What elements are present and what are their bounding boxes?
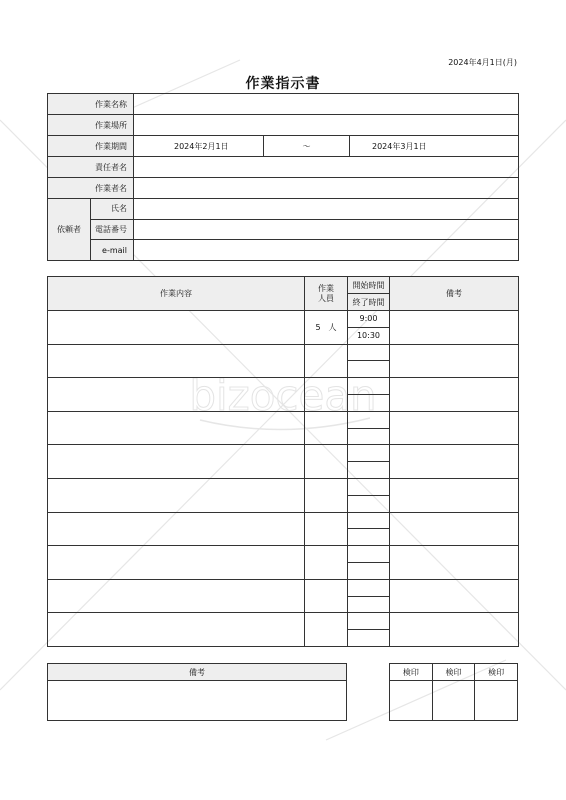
stamps-table — [389, 663, 518, 721]
work-staff-cell[interactable] — [305, 344, 348, 378]
table-row — [48, 546, 519, 563]
work-staff-cell[interactable] — [305, 512, 348, 546]
table-row — [48, 613, 519, 630]
document-title: 作業指示書 — [245, 76, 321, 92]
requester-label: 依頼者 — [48, 199, 91, 261]
requester-email-field[interactable] — [134, 240, 519, 261]
work-period-label: 作業期間 — [48, 136, 134, 157]
work-remarks-cell[interactable] — [390, 311, 519, 345]
work-table — [47, 276, 519, 647]
col-staff-header: 作業 人員 — [305, 277, 348, 311]
col-remarks-header: 備考 — [390, 277, 519, 311]
work-remarks-cell[interactable] — [390, 344, 519, 378]
work-content-cell[interactable] — [48, 579, 305, 613]
col-content-header: 作業内容 — [48, 277, 305, 311]
period-end-field[interactable]: 2024年3月1日 — [350, 136, 519, 157]
table-row — [48, 445, 519, 462]
work-content-cell[interactable] — [48, 546, 305, 580]
notes-table — [47, 663, 347, 721]
requester-phone-label: 電話番号 — [91, 219, 134, 240]
work-content-cell[interactable] — [48, 613, 305, 647]
work-start-cell[interactable] — [348, 344, 390, 361]
work-remarks-cell[interactable] — [390, 411, 519, 445]
period-start-field[interactable]: 2024年2月1日 — [134, 136, 264, 157]
work-end-cell[interactable] — [348, 596, 390, 613]
work-remarks-cell[interactable] — [390, 546, 519, 580]
requester-name-field[interactable] — [134, 199, 519, 220]
work-staff-cell[interactable] — [305, 546, 348, 580]
work-remarks-cell[interactable] — [390, 512, 519, 546]
table-row — [48, 411, 519, 428]
stamp-label-2: 検印 — [432, 664, 475, 681]
work-staff-cell[interactable] — [305, 613, 348, 647]
work-end-cell[interactable] — [348, 428, 390, 445]
work-start-cell[interactable] — [348, 613, 390, 630]
table-row — [48, 478, 519, 495]
work-start-cell[interactable]: 9:00 — [348, 311, 390, 328]
work-remarks-cell[interactable] — [390, 579, 519, 613]
work-start-cell[interactable] — [348, 579, 390, 596]
work-end-cell[interactable] — [348, 562, 390, 579]
work-staff-cell[interactable] — [305, 445, 348, 479]
work-content-cell[interactable] — [48, 344, 305, 378]
table-row — [48, 378, 519, 395]
work-remarks-cell[interactable] — [390, 378, 519, 412]
work-end-cell[interactable] — [348, 394, 390, 411]
work-start-cell[interactable] — [348, 512, 390, 529]
work-name-label: 作業名称 — [48, 94, 134, 115]
period-separator: ～ — [264, 136, 350, 157]
work-staff-cell[interactable] — [305, 378, 348, 412]
work-remarks-cell[interactable] — [390, 445, 519, 479]
work-end-cell[interactable] — [348, 361, 390, 378]
work-start-cell[interactable] — [348, 478, 390, 495]
worker-label: 作業者名 — [48, 178, 134, 199]
work-end-cell[interactable] — [348, 495, 390, 512]
notes-field[interactable] — [48, 681, 347, 721]
requester-email-label: e-mail — [91, 240, 134, 261]
work-place-label: 作業場所 — [48, 115, 134, 136]
watermark-text: bizocean — [189, 371, 377, 420]
work-staff-cell[interactable]: 5 人 — [305, 311, 348, 345]
stamp-label-1: 検印 — [390, 664, 433, 681]
requester-phone-field[interactable] — [134, 219, 519, 240]
work-start-cell[interactable] — [348, 445, 390, 462]
work-end-cell[interactable] — [348, 529, 390, 546]
work-start-cell[interactable] — [348, 378, 390, 395]
stamp-box-3[interactable] — [475, 681, 518, 721]
work-content-cell[interactable] — [48, 512, 305, 546]
work-content-cell[interactable] — [48, 378, 305, 412]
work-content-cell[interactable] — [48, 411, 305, 445]
document-date: 2024年4月1日(月) — [448, 58, 517, 67]
manager-label: 責任者名 — [48, 157, 134, 178]
work-staff-cell[interactable] — [305, 579, 348, 613]
info-table — [47, 93, 519, 261]
work-start-cell[interactable] — [348, 411, 390, 428]
stamp-label-3: 検印 — [475, 664, 518, 681]
work-start-cell[interactable] — [348, 546, 390, 563]
work-end-cell[interactable] — [348, 462, 390, 479]
requester-name-label: 氏名 — [91, 199, 134, 220]
notes-label: 備考 — [48, 664, 347, 681]
stamp-box-1[interactable] — [390, 681, 433, 721]
table-row — [48, 344, 519, 361]
table-row — [48, 579, 519, 596]
table-row — [48, 311, 519, 328]
col-end-header: 終了時間 — [348, 294, 390, 311]
work-end-cell[interactable] — [348, 630, 390, 647]
work-content-cell[interactable] — [48, 478, 305, 512]
work-content-cell[interactable] — [48, 445, 305, 479]
table-row — [48, 512, 519, 529]
work-staff-cell[interactable] — [305, 478, 348, 512]
work-remarks-cell[interactable] — [390, 478, 519, 512]
work-name-field[interactable] — [134, 94, 519, 115]
worker-field[interactable] — [134, 178, 519, 199]
work-staff-cell[interactable] — [305, 411, 348, 445]
work-remarks-cell[interactable] — [390, 613, 519, 647]
work-content-cell[interactable] — [48, 311, 305, 345]
col-start-header: 開始時間 — [348, 277, 390, 294]
work-end-cell[interactable]: 10:30 — [348, 327, 390, 344]
manager-field[interactable] — [134, 157, 519, 178]
stamp-box-2[interactable] — [432, 681, 475, 721]
work-place-field[interactable] — [134, 115, 519, 136]
